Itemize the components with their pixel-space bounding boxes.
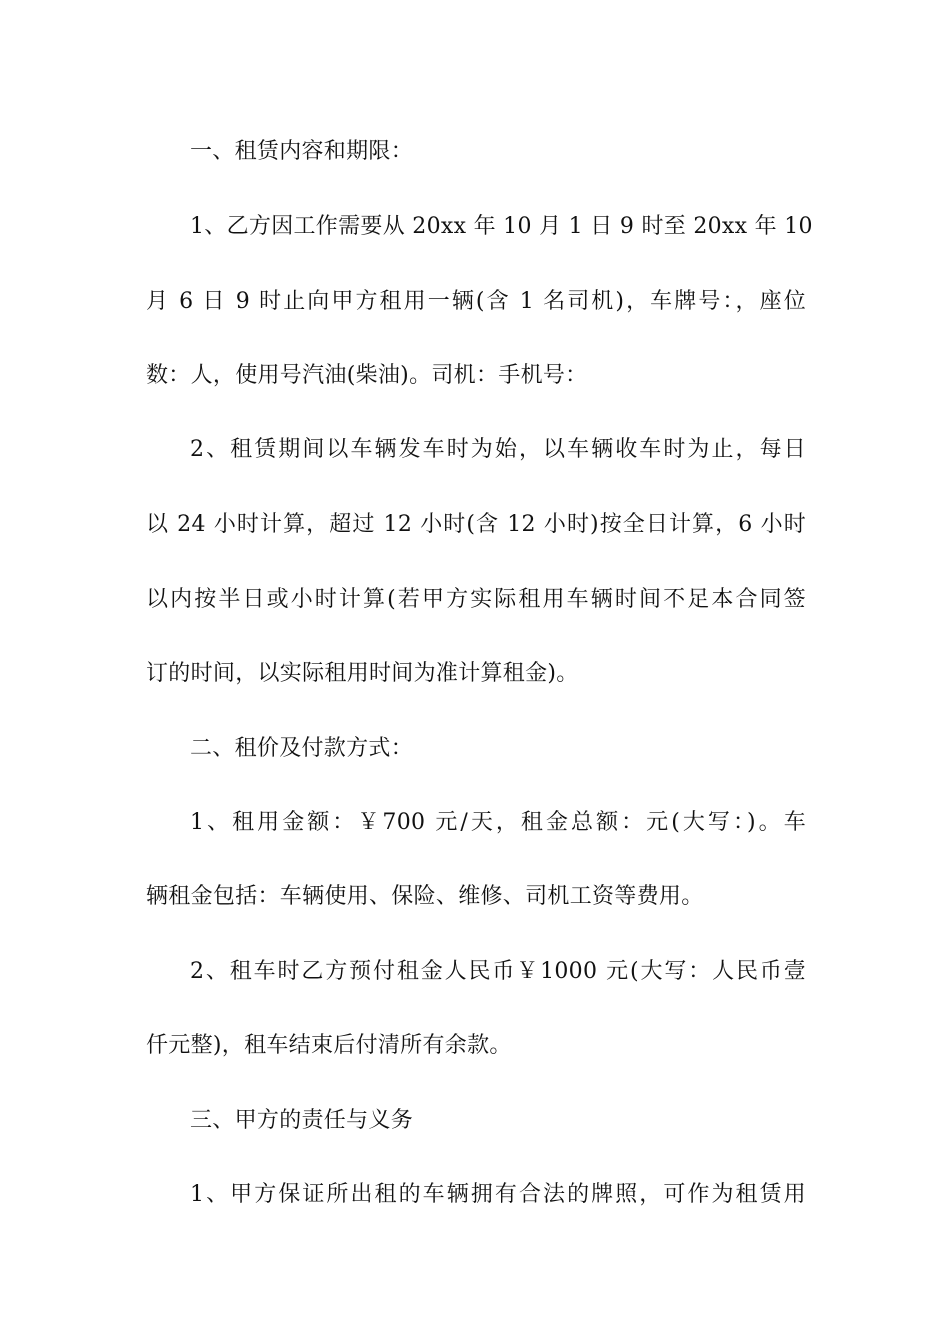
paragraph-line: 以 24 小时计算，超过 12 小时(含 12 小时)按全日计算，6 小时 <box>146 512 806 537</box>
paragraph-line: 1、甲方保证所出租的车辆拥有合法的牌照，可作为租赁用 <box>190 1182 806 1207</box>
paragraph-line: 辆租金包括：车辆使用、保险、维修、司机工资等费用。 <box>146 884 704 909</box>
paragraph-line: 订的时间，以实际租用时间为准计算租金)。 <box>146 661 579 686</box>
paragraph-line: 以内按半日或小时计算(若甲方实际租用车辆时间不足本合同签 <box>146 587 806 612</box>
section-heading-2: 二、租价及付款方式： <box>190 736 414 761</box>
section-heading-1: 一、租赁内容和期限： <box>190 139 414 164</box>
paragraph-line: 1、乙方因工作需要从 20xx 年 10 月 1 日 9 时至 20xx 年 10 <box>190 214 813 239</box>
section-heading-3: 三、甲方的责任与义务 <box>190 1108 414 1133</box>
paragraph-line: 月 6 日 9 时止向甲方租用一辆(含 1 名司机)，车牌号：，座位 <box>146 289 806 314</box>
paragraph-line: 数：人，使用号汽油(柴油)。司机：手机号： <box>146 363 588 388</box>
paragraph-line: 2、租车时乙方预付租金人民币￥1000 元(大写：人民币壹 <box>190 959 806 984</box>
paragraph-line: 仟元整)，租车结束后付清所有余款。 <box>146 1033 512 1058</box>
paragraph-line: 1、租用金额：￥700 元/天，租金总额：元(大写：)。车 <box>190 810 806 835</box>
paragraph-line: 2、租赁期间以车辆发车时为始，以车辆收车时为止，每日 <box>190 437 806 462</box>
